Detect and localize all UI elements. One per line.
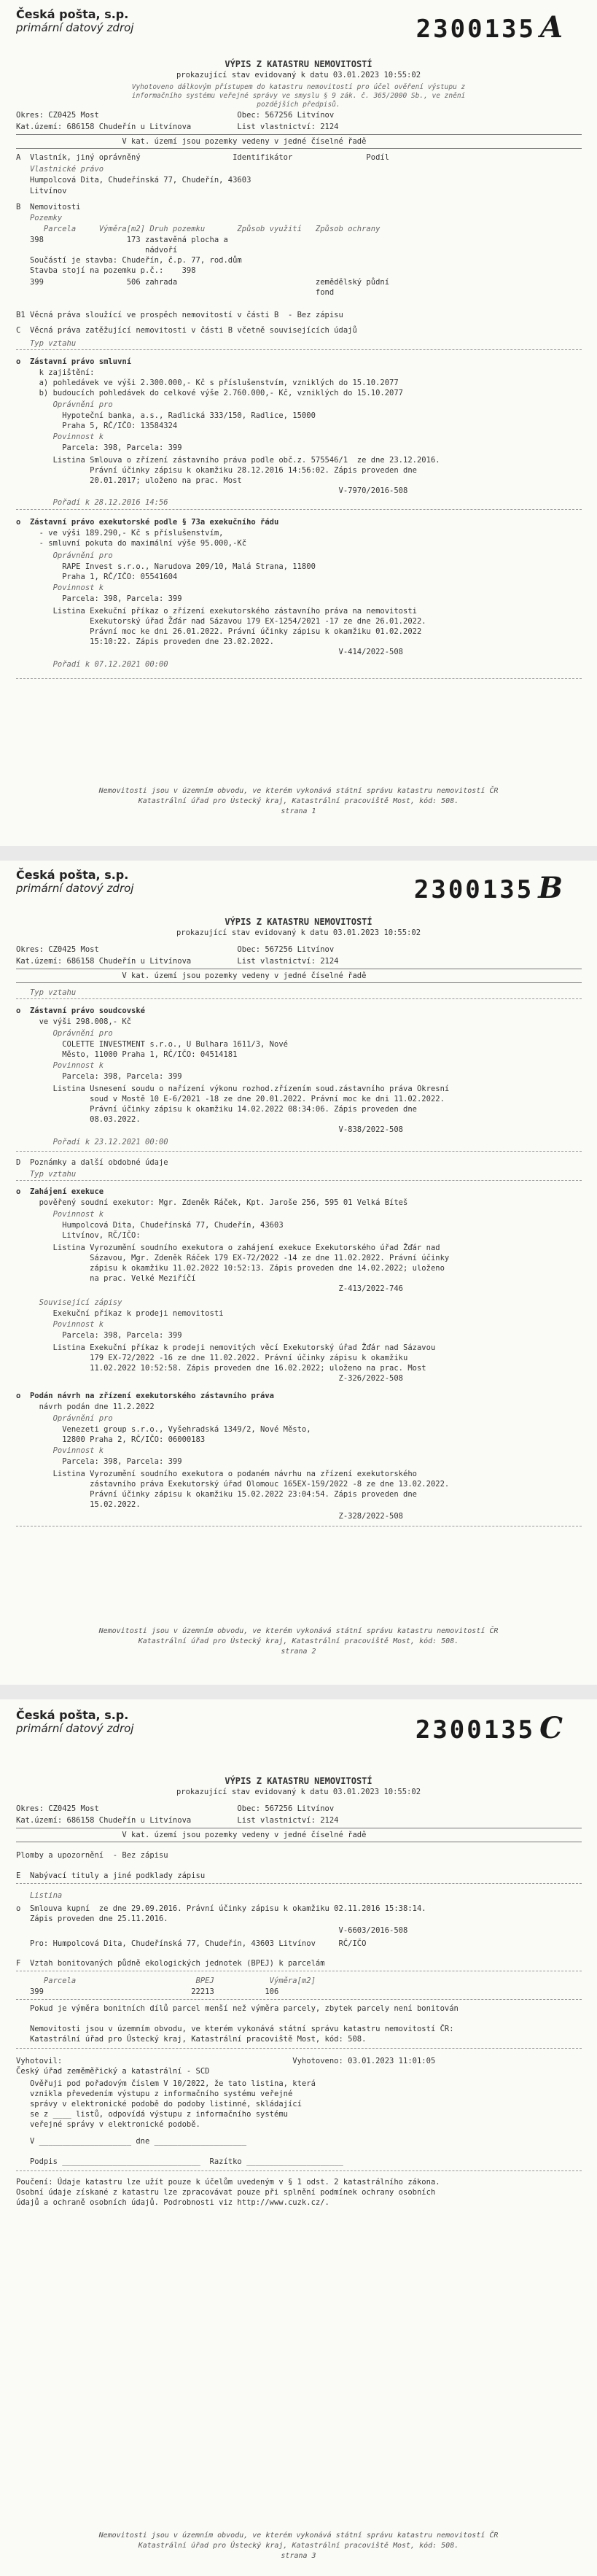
page-2 [0, 861, 597, 1685]
line: Oprávnění pro [16, 400, 113, 409]
section-f-header: F Vztah bonitovaných půdně ekologických jednotek (BPEJ) k parcelám [16, 1959, 325, 1968]
line: V-7970/2016-508 [16, 486, 408, 495]
line: COLETTE INVESTMENT s.r.o., U Bulhara 1611/3, Nové [16, 1040, 288, 1049]
brand-subtitle: primární datový zdroj [16, 21, 134, 34]
line: 15.02.2022. [16, 1500, 141, 1509]
line: Pořadí k 23.12.2021 00:00 [16, 1138, 168, 1147]
line: Z-326/2022-508 [16, 1374, 404, 1383]
page-number: strana 3 [281, 2552, 316, 2560]
line: Český úřad zeměměřický a katastrální - SCD [16, 2067, 210, 2076]
line: - smluvní pokuta do maximální výše 95.000,-Kč [16, 539, 247, 548]
line: 08.03.2022. [16, 1115, 141, 1124]
header-brand [16, 7, 133, 34]
line: Součástí je stavba: Chudeřín, č.p. 77, rod.dům [16, 256, 242, 265]
doc-number-digits: 2300135 [413, 875, 534, 904]
line: Listina Usnesení soudu o nařízení výkonu rozhod.zřízením soud.zástavního práva Okresní [16, 1085, 450, 1093]
section-a-header: A Vlastník, jiný oprávněný Identifikátor Podíl [16, 153, 390, 162]
line: RAPE Invest s.r.o., Narudova 209/10, Malá Strana, 11800 [16, 562, 316, 571]
document-number [416, 10, 565, 44]
page-number: strana 2 [281, 1648, 316, 1656]
divider [16, 982, 582, 983]
line: Nemovitosti jsou v územním obvodu, ve kterém vykonává státní správu katastru nemovitostí ČR: [16, 2025, 454, 2033]
line: Podpis ______________________________ Razítko _____________________ [16, 2157, 343, 2166]
line: Povinnost k [16, 1320, 104, 1329]
section-e-header: E Nabývací tituly a jiné podklady zápisu [16, 1871, 206, 1880]
divider [16, 2048, 582, 2049]
divider [16, 148, 582, 149]
section-b1-header: B1 Věcná práva sloužící ve prospěch nemovitostí v části B - Bez zápisu [16, 311, 343, 319]
line: vznikla převedením výstupu z informačního systému veřejné [16, 2090, 293, 2098]
line: Právní moc ke dni 26.01.2022. Právní účinky zápisu k okamžiku 01.02.2022 [16, 627, 422, 636]
brand-name: Česká pošta, s.p. [16, 868, 129, 882]
page-3 [0, 1699, 597, 2576]
line: Povinnost k [16, 1446, 104, 1455]
doc-suffix: A [539, 10, 565, 44]
page-subtitle: prokazující stav evidovaný k datu 03.01.2023 10:55:02 [176, 71, 421, 79]
page-title: VÝPIS Z KATASTRU NEMOVITOSTÍ [225, 1776, 372, 1786]
line: Ověřuji pod pořadovým číslem V 10/2022, že tato listina, která [16, 2079, 316, 2088]
line: Související zápisy [16, 1298, 122, 1307]
line: Pokud je výměra bonitních dílů parcel menší než výměra parcely, zbytek parcely není bonitován [16, 2004, 459, 2013]
line: 399 22213 106 [16, 1987, 279, 1996]
line: Okres: CZ0425 Most Obec: 567256 Litvínov [16, 945, 335, 954]
line: 399 506 zahrada zemědělský půdní [16, 278, 390, 287]
line: Oprávnění pro [16, 1029, 113, 1038]
divider [16, 678, 582, 679]
footer-line: Nemovitosti jsou v územním obvodu, ve kterém vykonává státní správu katastru nemovitostí ČR [98, 787, 499, 795]
line: Kat.území: 686158 Chudeřín u Litvínova List vlastnictví: 2124 [16, 1816, 339, 1825]
line: V-414/2022-508 [16, 648, 404, 656]
line: V-6603/2016-508 [16, 1926, 408, 1935]
divider [16, 509, 582, 510]
line: Humpolcová Dita, Chudeřínská 77, Chudeřín, 43603 [16, 1221, 284, 1230]
line: Listina Exekuční příkaz k prodeji nemovitých věcí Exekutorský úřad Žďár nad Sázavou [16, 1343, 436, 1352]
line: Okres: CZ0425 Most Obec: 567256 Litvínov [16, 1804, 335, 1813]
page-subtitle: prokazující stav evidovaný k datu 03.01.2023 10:55:02 [176, 1788, 421, 1796]
divider [16, 1883, 582, 1884]
line: 11.02.2022 10:52:58. Zápis proveden dne 16.02.2022; uloženo na prac. Most [16, 1364, 426, 1373]
brand-subtitle: primární datový zdroj [16, 882, 134, 895]
line: Typ vztahu [16, 1170, 77, 1179]
header-brand [16, 1708, 133, 1735]
line: zástavního práva Exekutorský úřad Olomouc 165EX-159/2022 -8 ze dne 13.02.2022. [16, 1480, 450, 1489]
footer-line: Nemovitosti jsou v územním obvodu, ve kterém vykonává státní správu katastru nemovitostí ČR [98, 2532, 499, 2540]
line: b) budoucích pohledávek do celkové výše 2.760.000,- Kč, vzniklých do 15.10.2077 [16, 389, 404, 397]
divider [16, 349, 582, 350]
line: 398 173 zastavěná plocha a [16, 236, 228, 244]
line: veřejné správy v elektronické podobě. [16, 2120, 200, 2129]
line: Pořadí k 28.12.2016 14:56 [16, 498, 168, 507]
section-d-header: D Poznámky a další obdobné údaje [16, 1158, 168, 1167]
line: na prac. Velké Meziříčí [16, 1274, 196, 1283]
access-notice: Vyhotoveno dálkovým přístupem do katastru nemovitostí pro účel ověření výstupu z informačního systému veřejné správy ve smyslu § 9 zák. č. 365/2000 Sb., ve znění pozdějších předpisů. [131, 83, 466, 109]
page-subtitle: prokazující stav evidovaný k datu 03.01.2023 10:55:02 [176, 928, 421, 937]
line: V-838/2022-508 [16, 1125, 404, 1134]
line: návrh podán dne 11.2.2022 [16, 1403, 155, 1411]
line: ve výši 298.008,- Kč [16, 1017, 132, 1026]
line: pověřený soudní exekutor: Mgr. Zdeněk Ráček, Kpt. Jaroše 256, 595 01 Velká Bíteš [16, 1198, 408, 1207]
line: Parcela: 398, Parcela: 399 [16, 1331, 182, 1340]
line: 15:10:22. Zápis proveden dne 23.02.2022. [16, 637, 275, 646]
line: Oprávnění pro [16, 551, 113, 560]
brand-name: Česká pošta, s.p. [16, 7, 129, 21]
line: Povinnost k [16, 432, 104, 441]
header-brand [16, 868, 133, 895]
divider [16, 998, 582, 999]
line: nádvoří [16, 246, 178, 255]
entry-title: o Podán návrh na zřízení exekutorského zástavního práva [16, 1392, 275, 1400]
line: Sázavou, Mgr. Zdeněk Ráček 179 EX-72/2022 -14 ze dne 11.02.2022. Právní účinky [16, 1254, 450, 1262]
line: V kat. území jsou pozemky vedeny v jedné číselné řadě [16, 1831, 367, 1839]
line: Parcela: 398, Parcela: 399 [16, 443, 182, 452]
page-1 [0, 0, 597, 846]
line: se z ____ listů, odpovídá výstupu z informačního systému [16, 2110, 288, 2119]
line: Vyhotovil: Vyhotoveno: 03.01.2023 11:01:05 [16, 2057, 436, 2065]
line: Parcela BPEJ Výměra[m2] [16, 1976, 316, 1985]
line: Okres: CZ0425 Most Obec: 567256 Litvínov [16, 111, 335, 120]
line: Listina Exekuční příkaz o zřízení exekutorského zástavního práva na nemovitosti [16, 607, 417, 616]
footer-line: Katastrální úřad pro Ústecký kraj, Katastrální pracoviště Most, kód: 508. [138, 2542, 459, 2550]
line: Praha 5, RČ/IČO: 13584324 [16, 422, 178, 430]
line: správy v elektronické podobě do podoby listinné, skládající [16, 2100, 302, 2108]
section-plomby-header: Plomby a upozornění - Bez zápisu [16, 1851, 168, 1860]
line: Poučení: Údaje katastru lze užít pouze k účelům uvedeným v § 1 odst. 2 katastrálního zákona. [16, 2178, 440, 2187]
page-title: VÝPIS Z KATASTRU NEMOVITOSTÍ [225, 917, 372, 927]
line: 12800 Praha 2, RČ/IČO: 06000183 [16, 1435, 206, 1444]
entry-title: o Zahájení exekuce [16, 1187, 104, 1196]
divider [16, 1999, 582, 2000]
line: Kat.území: 686158 Chudeřín u Litvínova List vlastnictví: 2124 [16, 957, 339, 966]
line: Pozemky [16, 214, 63, 222]
doc-suffix: C [539, 1711, 565, 1745]
line: 179 EX-72/2022 -16 ze dne 11.02.2022. Právní účinky zápisu k okamžiku [16, 1354, 408, 1362]
line: Litvínov [16, 187, 67, 195]
entry-title: o Zástavní právo smluvní [16, 357, 132, 366]
line: Parcela: 398, Parcela: 399 [16, 1072, 182, 1081]
doc-suffix: B [538, 871, 565, 905]
line: Právní účinky zápisu k okamžiku 15.02.2022 23:04:54. Zápis proveden dne [16, 1490, 417, 1499]
line: Vlastnické právo [16, 165, 104, 174]
line: Humpolcová Dita, Chudeřínská 77, Chudeřín, 43603 [16, 176, 251, 185]
line: V kat. území jsou pozemky vedeny v jedné číselné řadě [16, 137, 367, 146]
line: Exekuční příkaz k prodeji nemovitosti [16, 1309, 224, 1318]
line: Typ vztahu [16, 339, 77, 348]
line: Listina Smlouva o zřízení zástavního práva podle obč.z. 575546/1 ze dne 23.12.2016. [16, 456, 440, 465]
line: Katastrální úřad pro Ústecký kraj, Katastrální pracoviště Most, kód: 508. [16, 2035, 367, 2044]
line: Povinnost k [16, 583, 104, 592]
line: 20.01.2017; uloženo na prac. Most [16, 476, 242, 485]
line: - ve výši 189.290,- Kč s příslušenstvím, [16, 529, 224, 538]
line: Venezeti group s.r.o., Vyšehradská 1349/2, Nové Město, [16, 1425, 311, 1434]
line: Oprávnění pro [16, 1414, 113, 1423]
footer-line: Katastrální úřad pro Ústecký kraj, Katastrální pracoviště Most, kód: 508. [138, 1637, 459, 1645]
line: Povinnost k [16, 1210, 104, 1219]
line: Parcela: 398, Parcela: 399 [16, 594, 182, 603]
line: Pořadí k 07.12.2021 00:00 [16, 660, 168, 669]
document-number [415, 1711, 565, 1745]
line: Kat.území: 686158 Chudeřín u Litvínova List vlastnictví: 2124 [16, 123, 339, 131]
line: Město, 11000 Praha 1, RČ/IČO: 04514181 [16, 1050, 238, 1059]
footer-line: Nemovitosti jsou v územním obvodu, ve kterém vykonává státní správu katastru nemovitostí ČR [98, 1627, 499, 1635]
footer-line: Katastrální úřad pro Ústecký kraj, Katastrální pracoviště Most, kód: 508. [138, 797, 459, 805]
line: zápisu k okamžiku 11.02.2022 10:52:13. Zápis proveden dne 14.02.2022; uloženo [16, 1264, 445, 1273]
line: V ____________________ dne ____________________ [16, 2137, 247, 2146]
line: údajů a ochraně osobních údajů. Podrobnosti viz http://www.cuzk.cz/. [16, 2198, 329, 2207]
line: Pro: Humpolcová Dita, Chudeřínská 77, Chudeřín, 43603 Litvínov RČ/IČO [16, 1939, 367, 1948]
divider [16, 2170, 582, 2171]
section-b-header: B Nemovitosti [16, 203, 81, 212]
line: Stavba stojí na pozemku p.č.: 398 [16, 266, 196, 275]
line: Povinnost k [16, 1061, 104, 1070]
doc-number-digits: 2300135 [415, 1715, 536, 1745]
line: k zajištění: [16, 368, 95, 377]
line: Právní účinky zápisu k okamžiku 14.02.2022 08:34:06. Zápis proveden dne [16, 1105, 417, 1114]
line: Parcela Výměra[m2] Druh pozemku Způsob využití Způsob ochrany [16, 225, 381, 233]
divider [16, 1180, 582, 1181]
divider [16, 134, 582, 135]
line: a) pohledávek ve výši 2.300.000,- Kč s příslušenstvím, vzniklých do 15.10.2077 [16, 379, 399, 387]
entry-title: o Zástavní právo soudcovské [16, 1006, 146, 1015]
line: soud v Mostě 10 E-6/2021 -18 ze dne 20.01.2022. Právní moc ke dni 11.02.2022. [16, 1095, 445, 1103]
line: Právní účinky zápisu k okamžiku 28.12.2016 14:56:02. Zápis proveden dne [16, 466, 417, 475]
page-title: VÝPIS Z KATASTRU NEMOVITOSTÍ [225, 59, 372, 69]
section-c-header: C Věcná práva zatěžující nemovitosti v části B včetně souvisejících údajů [16, 326, 357, 335]
page-number: strana 1 [281, 807, 316, 815]
brand-name: Česká pošta, s.p. [16, 1708, 129, 1722]
line: Z-328/2022-508 [16, 1512, 404, 1521]
line: Listina Vyrozumění soudního exekutora o zahájení exekuce Exekutorského úřad Žďár nad [16, 1244, 440, 1252]
line: Listina [16, 1891, 63, 1900]
line: Listina Vyrozumění soudního exekutora o podaném návrhu na zřízení exekutorského [16, 1470, 417, 1478]
doc-number-digits: 2300135 [415, 15, 536, 44]
line: Osobní údaje získané z katastru lze zpracovávat pouze při splnění podmínek ochrany osobních [16, 2188, 436, 2197]
line: Praha 1, RČ/IČO: 05541604 [16, 573, 178, 581]
line: o Smlouva kupní ze dne 29.09.2016. Právní účinky zápisu k okamžiku 02.11.2016 15:38:14. [16, 1904, 426, 1913]
brand-subtitle: primární datový zdroj [16, 1722, 134, 1735]
line: Exekutorský úřad Žďár nad Sázavou 179 EX-1254/2021 -17 ze dne 26.01.2022. [16, 617, 426, 626]
line: Parcela: 398, Parcela: 399 [16, 1457, 182, 1466]
entry-title: o Zástavní právo exekutorské podle § 73a exekučního řádu [16, 518, 279, 527]
line: V kat. území jsou pozemky vedeny v jedné číselné řadě [16, 971, 367, 980]
document-number [414, 871, 565, 905]
divider [16, 1151, 582, 1152]
line: Z-413/2022-746 [16, 1284, 404, 1293]
line: fond [16, 288, 335, 297]
line: Hypoteční banka, a.s., Radlická 333/150, Radlice, 15000 [16, 411, 316, 420]
line: Typ vztahu [16, 988, 77, 997]
line: Litvínov, RČ/IČO: [16, 1231, 141, 1240]
line: Zápis proveden dne 25.11.2016. [16, 1914, 168, 1923]
